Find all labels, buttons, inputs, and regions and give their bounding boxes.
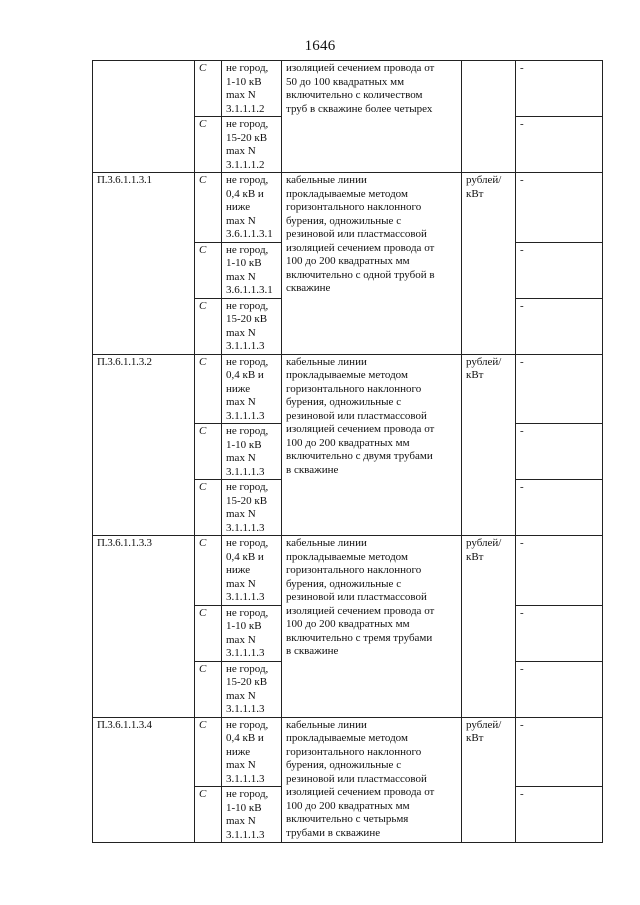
item-code: П.3.6.1.1.3.1 xyxy=(93,173,195,355)
condition-cell: не город, 15-20 кВ max N 3.1.1.1.3 xyxy=(222,298,282,354)
value-cell: - xyxy=(516,298,603,354)
value-cell: - xyxy=(516,354,603,424)
value-cell: - xyxy=(516,787,603,843)
condition-cell: не город, 0,4 кВ и ниже max N 3.1.1.1.3 xyxy=(222,536,282,606)
unit-cell xyxy=(462,61,516,173)
category-cell: С xyxy=(195,61,222,117)
category-cell: С xyxy=(195,117,222,173)
tariff-table xyxy=(92,60,603,843)
category-cell: С xyxy=(195,480,222,536)
category-cell: С xyxy=(195,787,222,843)
description-cell: кабельные линии прокладываемые методом горизонтального наклонного бурения, одножильные с резиновой или пластмассовой изоляцией сечением провода от 100 до 200 квадратных мм включительно с тремя трубами в скважине xyxy=(282,536,462,718)
unit-cell: рублей/ кВт xyxy=(462,354,516,536)
table-row xyxy=(93,717,603,787)
category-cell: С xyxy=(195,717,222,787)
unit-cell: рублей/ кВт xyxy=(462,173,516,355)
unit-cell: рублей/ кВт xyxy=(462,536,516,718)
condition-cell: не город, 0,4 кВ и ниже max N 3.6.1.1.3.1 xyxy=(222,173,282,243)
condition-cell: не город, 15-20 кВ max N 3.1.1.1.3 xyxy=(222,480,282,536)
category-cell: С xyxy=(195,298,222,354)
category-cell: С xyxy=(195,173,222,243)
value-cell: - xyxy=(516,242,603,298)
description-cell: кабельные линии прокладываемые методом горизонтального наклонного бурения, одножильные с резиновой или пластмассовой изоляцией сечением провода от 100 до 200 квадратных мм включительно с двумя трубами в скважине xyxy=(282,354,462,536)
page-number: 1646 xyxy=(304,38,336,54)
category-cell: С xyxy=(195,242,222,298)
value-cell: - xyxy=(516,536,603,606)
condition-cell: не город, 15-20 кВ max N 3.1.1.1.2 xyxy=(222,117,282,173)
value-cell: - xyxy=(516,717,603,787)
value-cell: - xyxy=(516,605,603,661)
table-row xyxy=(93,536,603,606)
condition-cell: не город, 0,4 кВ и ниже max N 3.1.1.1.3 xyxy=(222,354,282,424)
value-cell: - xyxy=(516,661,603,717)
unit-cell: рублей/ кВт xyxy=(462,717,516,843)
category-cell: С xyxy=(195,354,222,424)
value-cell: - xyxy=(516,480,603,536)
condition-cell: не город, 0,4 кВ и ниже max N 3.1.1.1.3 xyxy=(222,717,282,787)
value-cell: - xyxy=(516,424,603,480)
item-code: П.3.6.1.1.3.2 xyxy=(93,354,195,536)
item-code: П.3.6.1.1.3.4 xyxy=(93,717,195,843)
description-cell: кабельные линии прокладываемые методом горизонтального наклонного бурения, одножильные с резиновой или пластмассовой изоляцией сечением провода от 100 до 200 квадратных мм включительно с четырьмя трубами в скважине xyxy=(282,717,462,843)
category-cell: С xyxy=(195,424,222,480)
description-cell: изоляцией сечением провода от 50 до 100 квадратных мм включительно с количеством труб в скважине более четырех xyxy=(282,61,462,173)
value-cell: - xyxy=(516,117,603,173)
value-cell: - xyxy=(516,173,603,243)
table-row xyxy=(93,354,603,424)
condition-cell: не город, 1-10 кВ max N 3.1.1.1.3 xyxy=(222,605,282,661)
condition-cell: не город, 1-10 кВ max N 3.1.1.1.3 xyxy=(222,787,282,843)
condition-cell: не город, 1-10 кВ max N 3.6.1.1.3.1 xyxy=(222,242,282,298)
value-cell: - xyxy=(516,61,603,117)
item-code: П.3.6.1.1.3.3 xyxy=(93,536,195,718)
table-row xyxy=(93,173,603,243)
category-cell: С xyxy=(195,536,222,606)
description-cell: кабельные линии прокладываемые методом горизонтального наклонного бурения, одножильные с резиновой или пластмассовой изоляцией сечением провода от 100 до 200 квадратных мм включительно с одной трубой в скважине xyxy=(282,173,462,355)
condition-cell: не город, 1-10 кВ max N 3.1.1.1.2 xyxy=(222,61,282,117)
table-row xyxy=(93,61,603,117)
category-cell: С xyxy=(195,605,222,661)
condition-cell: не город, 15-20 кВ max N 3.1.1.1.3 xyxy=(222,661,282,717)
category-cell: С xyxy=(195,661,222,717)
condition-cell: не город, 1-10 кВ max N 3.1.1.1.3 xyxy=(222,424,282,480)
item-code xyxy=(93,61,195,173)
